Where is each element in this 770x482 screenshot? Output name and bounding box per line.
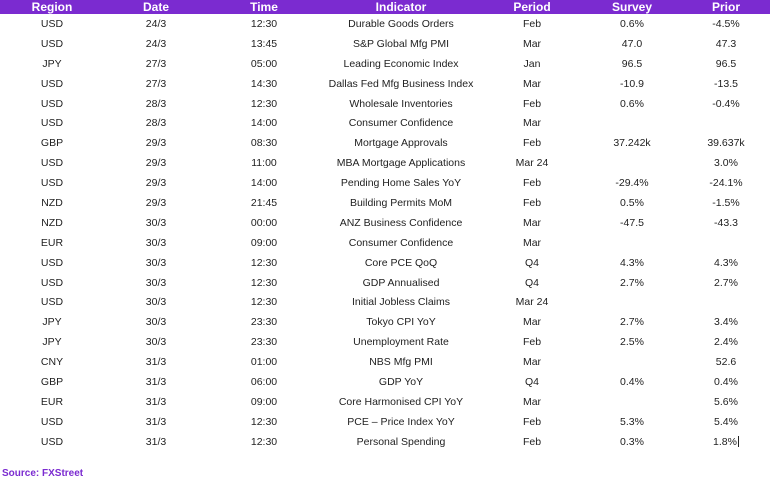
cell-period: Mar (522, 356, 542, 369)
cell-date: 31/3 (145, 395, 167, 408)
cell-indicator: GDP YoY (378, 375, 424, 388)
cell-prior (682, 233, 770, 253)
cell-region: GBP (40, 137, 64, 150)
cell-time: 01:00 (250, 356, 278, 369)
cell-region: JPY (42, 57, 62, 70)
cell-prior: 3.0% (714, 157, 738, 170)
cell-time: 00:00 (250, 216, 278, 229)
table-row (0, 14, 770, 34)
cell-date: 30/3 (145, 296, 167, 309)
cell-region: USD (40, 17, 64, 30)
cell-period: Mar (522, 236, 542, 249)
table-row (0, 153, 770, 173)
cell-survey: 5.3% (620, 415, 644, 428)
cell-survey: 2.5% (620, 336, 644, 349)
cell-period: Feb (522, 177, 542, 190)
cell-survey: 47.0 (621, 37, 643, 50)
header-survey: Survey (582, 0, 682, 14)
cell-region: USD (40, 415, 64, 428)
cell-prior: -4.5% (712, 17, 740, 30)
cell-time: 12:30 (250, 276, 278, 289)
cell-time: 13:45 (250, 37, 278, 50)
cell-prior: 5.6% (714, 395, 738, 408)
cell-indicator: Wholesale Inventories (349, 97, 453, 110)
cell-date: 31/3 (145, 375, 167, 388)
cell-time: 08:30 (250, 137, 278, 150)
cell-indicator: Pending Home Sales YoY (340, 177, 462, 190)
cell-date: 30/3 (145, 216, 167, 229)
cell-date: 31/3 (145, 356, 167, 369)
cell-indicator: NBS Mfg PMI (369, 356, 433, 369)
cell-time: 23:30 (250, 336, 278, 349)
cell-period: Feb (522, 97, 542, 110)
header-prior: Prior (682, 0, 770, 14)
cell-indicator: GDP Annualised (362, 276, 440, 289)
cell-region: USD (40, 37, 64, 50)
cell-region: USD (40, 157, 64, 170)
header-date: Date (104, 0, 208, 14)
cell-region: USD (40, 435, 64, 448)
cell-survey: 96.5 (621, 57, 643, 70)
cell-region: USD (40, 177, 64, 190)
cell-date: 29/3 (145, 177, 167, 190)
table-row (0, 113, 770, 133)
cell-date: 31/3 (145, 415, 167, 428)
cell-period: Mar (522, 77, 542, 90)
table-row (0, 392, 770, 412)
cell-period: Mar 24 (515, 157, 549, 170)
cell-period: Q4 (524, 276, 539, 289)
cell-region: USD (40, 97, 64, 110)
cell-indicator: Unemployment Rate (353, 336, 449, 349)
cell-time: 12:30 (250, 97, 278, 110)
cell-survey (582, 113, 682, 133)
cell-prior: 0.4% (714, 375, 738, 388)
cell-prior (682, 113, 770, 133)
cell-date: 24/3 (145, 17, 167, 30)
cell-indicator: Personal Spending (356, 435, 446, 448)
cell-date: 29/3 (145, 157, 167, 170)
cell-survey: 4.3% (620, 256, 644, 269)
table-row (0, 412, 770, 432)
table-row (0, 233, 770, 253)
cell-time: 14:30 (250, 77, 278, 90)
cell-prior: 4.3% (714, 256, 738, 269)
cell-region: EUR (40, 395, 64, 408)
cell-prior: 47.3 (715, 37, 737, 50)
cell-prior: -1.5% (712, 196, 740, 209)
cell-indicator: ANZ Business Confidence (339, 216, 463, 229)
cell-time: 12:30 (250, 296, 278, 309)
cell-period: Mar (522, 216, 542, 229)
cell-time: 12:30 (250, 415, 278, 428)
cell-region: USD (40, 117, 64, 130)
cell-period: Feb (522, 137, 542, 150)
table-row (0, 193, 770, 213)
header-region: Region (0, 0, 104, 14)
header-time: Time (208, 0, 320, 14)
cell-date: 30/3 (145, 256, 167, 269)
cell-prior (682, 292, 770, 312)
header-period: Period (482, 0, 582, 14)
source-credit: Source: FXStreet (2, 468, 84, 479)
cell-survey (582, 233, 682, 253)
cell-prior: 1.8% (713, 435, 737, 448)
cell-time: 09:00 (250, 395, 278, 408)
cell-prior: 2.7% (714, 276, 738, 289)
cell-prior: -13.5 (714, 77, 738, 90)
cell-time: 05:00 (250, 57, 278, 70)
cell-indicator: Building Permits MoM (349, 196, 453, 209)
cell-survey: -29.4% (615, 177, 649, 190)
cell-date: 27/3 (145, 77, 167, 90)
cell-prior: 39.637k (707, 137, 745, 150)
cell-date: 30/3 (145, 236, 167, 249)
cell-indicator: Tokyo CPI YoY (366, 316, 436, 329)
table-row (0, 34, 770, 54)
cell-date: 24/3 (145, 37, 167, 50)
cell-time: 21:45 (250, 196, 278, 209)
cell-time: 12:30 (250, 435, 278, 448)
table-row (0, 173, 770, 193)
cell-indicator: Durable Goods Orders (348, 17, 454, 30)
cell-survey: 0.6% (620, 97, 644, 110)
cell-indicator: Leading Economic Index (343, 57, 459, 70)
cell-region: USD (40, 296, 64, 309)
header-row (0, 0, 770, 14)
cell-survey: -10.9 (620, 77, 644, 90)
cell-prior: 2.4% (714, 336, 738, 349)
cell-region: EUR (40, 236, 64, 249)
cell-period: Mar (522, 316, 542, 329)
cell-time: 14:00 (250, 117, 278, 130)
cell-indicator: Dallas Fed Mfg Business Index (328, 77, 474, 90)
table-row (0, 94, 770, 114)
cell-indicator: Mortgage Approvals (354, 137, 448, 150)
cell-period: Mar 24 (515, 296, 549, 309)
cell-survey: 0.5% (620, 196, 644, 209)
cell-prior: -43.3 (714, 216, 738, 229)
cell-date: 29/3 (145, 137, 167, 150)
cell-period: Mar (522, 37, 542, 50)
cell-date: 28/3 (145, 117, 167, 130)
cell-indicator: MBA Mortgage Applications (336, 157, 466, 170)
cell-survey: 0.3% (620, 435, 644, 448)
cell-prior: -24.1% (709, 177, 743, 190)
cell-region: GBP (40, 375, 64, 388)
cell-period: Feb (522, 435, 542, 448)
cell-period: Feb (522, 196, 542, 209)
cell-region: NZD (41, 196, 63, 209)
cell-date: 30/3 (145, 276, 167, 289)
cell-time: 09:00 (250, 236, 278, 249)
cell-region: USD (40, 77, 64, 90)
cell-prior: 96.5 (715, 57, 737, 70)
cell-indicator: S&P Global Mfg PMI (352, 37, 450, 50)
cell-date: 29/3 (145, 196, 167, 209)
cell-date: 28/3 (145, 97, 167, 110)
cell-prior: -0.4% (712, 97, 740, 110)
cell-survey: 37.242k (613, 137, 651, 150)
cell-time: 06:00 (250, 375, 278, 388)
table-body (0, 14, 770, 452)
cell-period: Q4 (524, 256, 539, 269)
table-row (0, 372, 770, 392)
cell-date: 27/3 (145, 57, 167, 70)
table-row (0, 253, 770, 273)
cell-period: Mar (522, 395, 542, 408)
cell-time: 12:30 (250, 256, 278, 269)
cell-survey: 2.7% (620, 316, 644, 329)
cell-period: Jan (523, 57, 541, 70)
table-row (0, 292, 770, 312)
cell-region: JPY (42, 336, 62, 349)
cell-period: Feb (522, 336, 542, 349)
cell-period: Mar (522, 117, 542, 130)
cell-date: 30/3 (145, 316, 167, 329)
table-row (0, 432, 770, 452)
cell-date: 31/3 (145, 435, 167, 448)
cell-date: 30/3 (145, 336, 167, 349)
cell-period: Q4 (524, 375, 539, 388)
header-indicator: Indicator (320, 0, 482, 14)
cell-survey: 0.4% (620, 375, 644, 388)
cell-survey: 2.7% (620, 276, 644, 289)
text-cursor (738, 436, 739, 447)
cell-survey (582, 292, 682, 312)
cell-prior: 5.4% (714, 415, 738, 428)
table-row (0, 133, 770, 153)
cell-indicator: Consumer Confidence (348, 236, 454, 249)
cell-indicator: Core PCE QoQ (364, 256, 438, 269)
cell-region: JPY (42, 316, 62, 329)
cell-region: USD (40, 256, 64, 269)
cell-survey (582, 392, 682, 412)
cell-survey: 0.6% (620, 17, 644, 30)
table-row (0, 332, 770, 352)
cell-time: 14:00 (250, 177, 278, 190)
cell-prior: 52.6 (715, 356, 737, 369)
cell-survey (582, 153, 682, 173)
cell-region: USD (40, 276, 64, 289)
cell-indicator: Core Harmonised CPI YoY (338, 395, 464, 408)
table-row (0, 74, 770, 94)
table-row (0, 273, 770, 293)
cell-region: CNY (40, 356, 64, 369)
cell-indicator: Initial Jobless Claims (351, 296, 451, 309)
table-row (0, 54, 770, 74)
cell-survey (582, 352, 682, 372)
cell-time: 12:30 (250, 17, 278, 30)
cell-period: Feb (522, 17, 542, 30)
table-row (0, 213, 770, 233)
cell-time: 23:30 (250, 316, 278, 329)
cell-region: NZD (41, 216, 63, 229)
table-row (0, 312, 770, 332)
cell-indicator: PCE – Price Index YoY (347, 415, 455, 428)
cell-prior: 3.4% (714, 316, 738, 329)
cell-period: Feb (522, 415, 542, 428)
cell-indicator: Consumer Confidence (348, 117, 454, 130)
cell-survey: -47.5 (620, 216, 644, 229)
table-row (0, 352, 770, 372)
cell-time: 11:00 (251, 157, 277, 170)
